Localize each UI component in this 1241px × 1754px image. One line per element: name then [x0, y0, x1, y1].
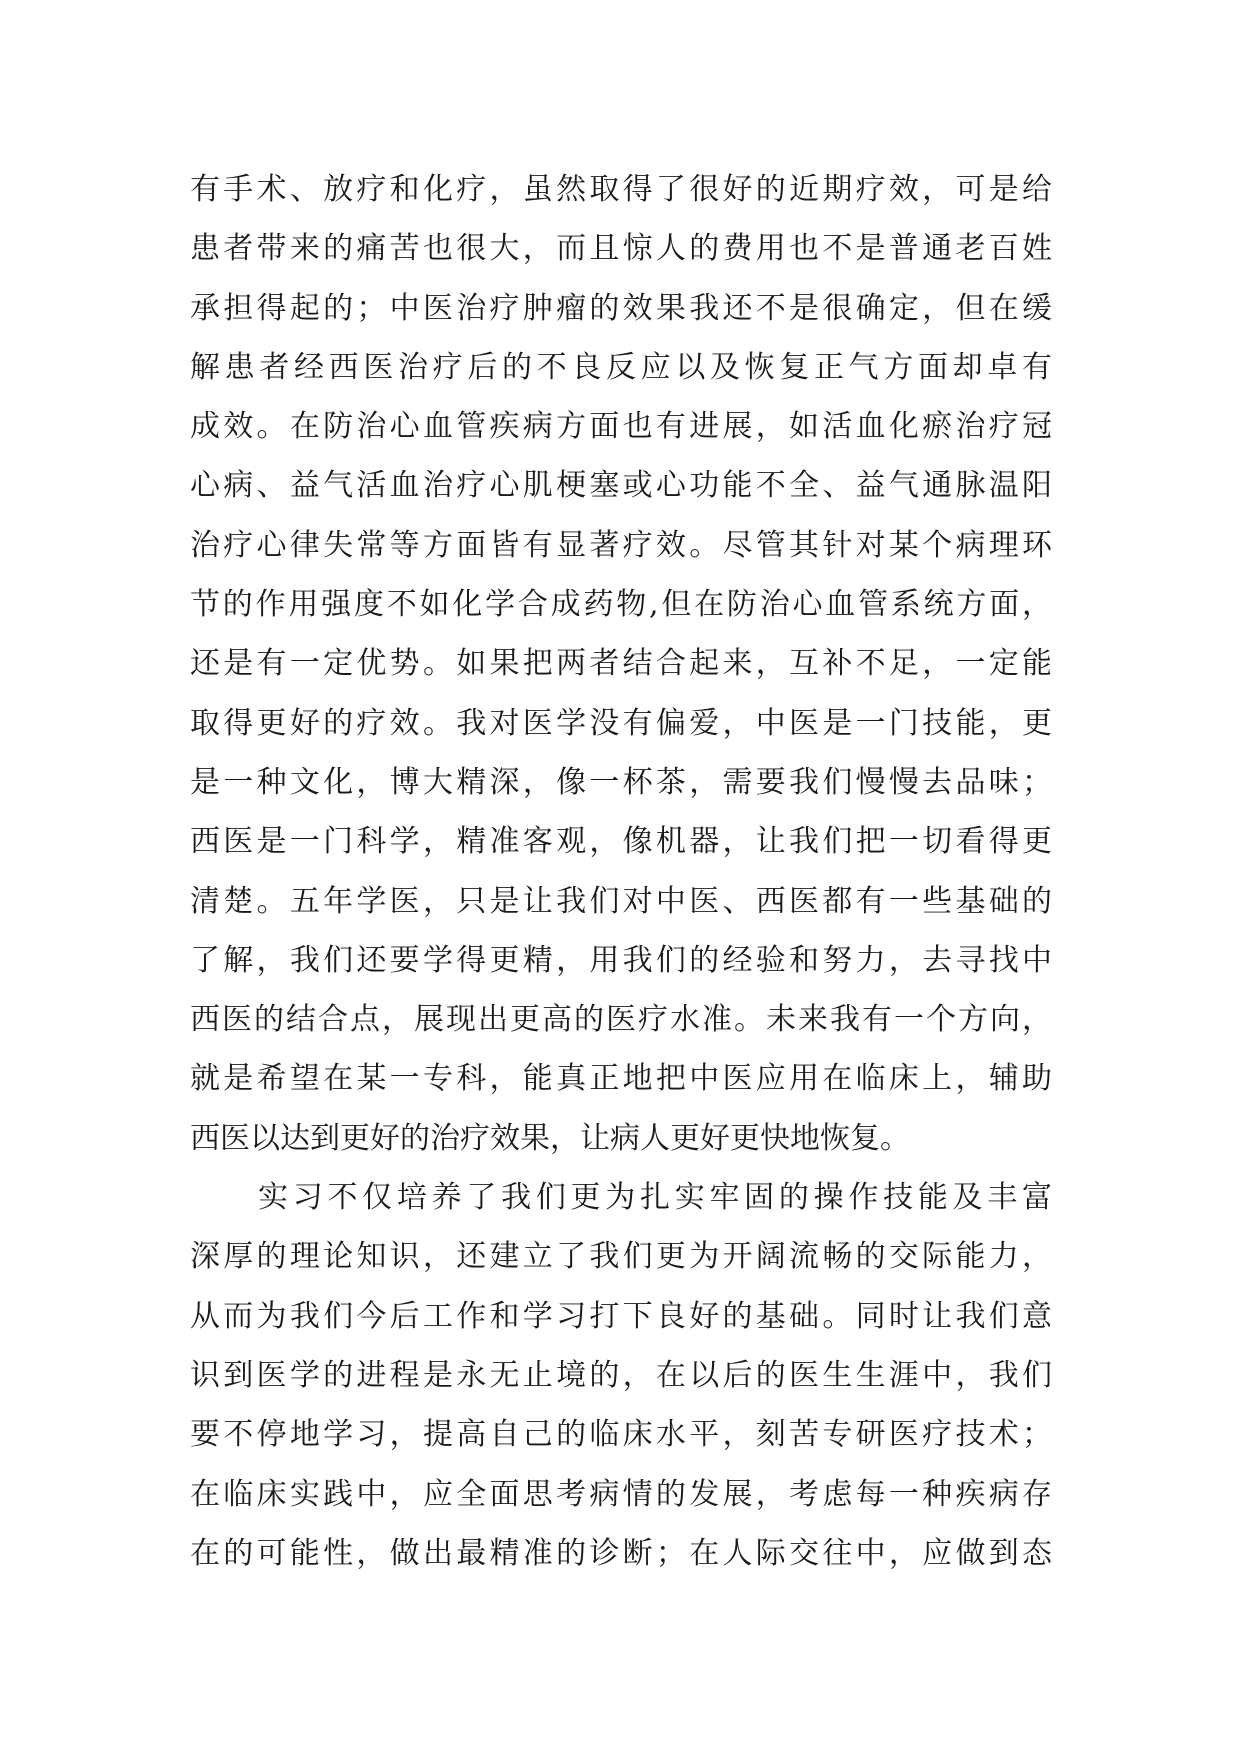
text-line: 西医是一门科学，精准客观，像机器，让我们把一切看得更: [190, 824, 1052, 860]
text-line: 取得更好的疗效。我对医学没有偏爱，中医是一门技能，更: [190, 705, 1052, 741]
text-line: 要不停地学习，提高自己的临床水平，刻苦专研医疗技术；: [190, 1417, 1052, 1453]
text-line: 解患者经西医治疗后的不良反应以及恢复正气方面却卓有: [190, 349, 1052, 385]
text-line: 承担得起的；中医治疗肿瘤的效果我还不是很确定，但在缓: [190, 290, 1052, 326]
paragraph-2: [190, 1168, 1052, 1583]
text-line: 从而为我们今后工作和学习打下良好的基础。同时让我们意: [190, 1298, 1052, 1334]
text-line: 治疗心律失常等方面皆有显著疗效。尽管其针对某个病理环: [190, 527, 1052, 563]
text-line: 还是有一定优势。如果把两者结合起来，互补不足，一定能: [190, 646, 1052, 682]
text-line: 深厚的理论知识，还建立了我们更为开阔流畅的交际能力，: [190, 1239, 1052, 1275]
text-line: 就是希望在某一专科，能真正地把中医应用在临床上，辅助: [190, 1061, 1052, 1097]
paragraph-1: [190, 160, 1052, 1168]
text-line: 西医以达到更好的治疗效果，让病人更好更快地恢复。: [190, 1120, 910, 1156]
text-line: 有手术、放疗和化疗，虽然取得了很好的近期疗效，可是给: [190, 172, 1052, 207]
text-line: 实习不仅培养了我们更为扎实牢固的操作技能及丰富: [258, 1180, 1052, 1216]
text-line: 患者带来的痛苦也很大，而且惊人的费用也不是普通老百姓: [190, 231, 1052, 267]
text-line: 心病、益气活血治疗心肌梗塞或心功能不全、益气通脉温阳: [190, 468, 1052, 504]
text-line: 在的可能性，做出最精准的诊断；在人际交往中，应做到态: [190, 1535, 1052, 1571]
text-line: 清楚。五年学医，只是让我们对中医、西医都有一些基础的: [190, 883, 1052, 919]
text-line: 是一种文化，博大精深，像一杯茶，需要我们慢慢去品味；: [190, 764, 1052, 800]
text-line: 识到医学的进程是永无止境的，在以后的医生生涯中，我们: [190, 1357, 1052, 1393]
text-line: 西医的结合点，展现出更高的医疗水准。未来我有一个方向，: [190, 1002, 1052, 1038]
text-line: 在临床实践中，应全面思考病情的发展，考虑每一种疾病存: [190, 1476, 1052, 1512]
text-line: 成效。在防治心血管疾病方面也有进展，如活血化瘀治疗冠: [190, 409, 1052, 445]
body-text: [190, 160, 1052, 1583]
text-line: 了解，我们还要学得更精，用我们的经验和努力，去寻找中: [190, 942, 1052, 978]
text-line: 节的作用强度不如化学合成药物,但在防治心血管系统方面，: [190, 587, 1052, 623]
